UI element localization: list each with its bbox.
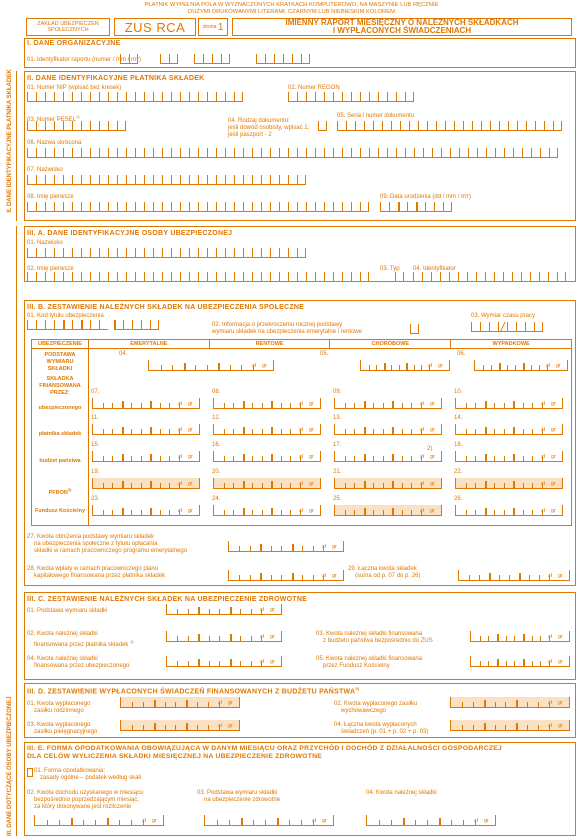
- insured-first-name-cells-2[interactable]: [27, 272, 369, 282]
- benefit-childcare-label: 02. Kwota wypłaconego zasiłku: [334, 701, 418, 707]
- field-17-sup: 2): [427, 446, 433, 452]
- cents-label: gr: [551, 481, 556, 487]
- cents-label: gr: [551, 508, 556, 514]
- cents-label: gr: [228, 700, 233, 706]
- currency-label: zł: [546, 363, 550, 369]
- field-11-amount[interactable]: [92, 424, 200, 435]
- field-22-num: 22.: [454, 469, 463, 475]
- field-23-amount[interactable]: [92, 505, 200, 516]
- field-22-amount[interactable]: [455, 478, 563, 489]
- insurance-code-cells[interactable]: [27, 320, 159, 330]
- health-church-amount[interactable]: [470, 656, 570, 667]
- cents-label: gr: [270, 659, 275, 665]
- cents-label: gr: [309, 508, 314, 514]
- currency-label: zł: [260, 607, 264, 613]
- row-insured-label: ubezpieczonego: [38, 405, 82, 411]
- field-12-num: 12.: [212, 415, 221, 421]
- field-21-amount[interactable]: [334, 478, 442, 489]
- currency-label: zł: [420, 427, 424, 433]
- currency-label: zł: [548, 659, 552, 665]
- cents-label: gr: [309, 454, 314, 460]
- benefit-nursing-amount[interactable]: [120, 720, 240, 731]
- tax-due-label: 04. Kwota należnej składki: [366, 790, 437, 796]
- form-title: IMIENNY RAPORT MIESIĘCZNY O NALEŻNYCH SKŁADKACH I WYPŁACONYCH ŚWIADCZENIACH: [232, 18, 572, 36]
- field-07-amount[interactable]: [92, 398, 200, 409]
- currency-label: zł: [299, 427, 303, 433]
- field-07-num: 07.: [91, 389, 100, 395]
- working-time-label: 03. Wymiar czasu pracy: [471, 313, 535, 319]
- currency-label: zł: [252, 363, 256, 369]
- health-state-amount[interactable]: [470, 631, 570, 642]
- health-state-label: 03. Kwota należnej składki finansowana: [316, 631, 423, 637]
- currency-label: zł: [178, 401, 182, 407]
- field-08-num: 08.: [212, 389, 221, 395]
- doc-number-cells[interactable]: [337, 121, 562, 131]
- cents-label: gr: [188, 401, 193, 407]
- insured-identifier-cells[interactable]: [413, 272, 566, 282]
- page-number-box: strona 1: [198, 18, 228, 36]
- cents-label: gr: [309, 481, 314, 487]
- row-state-label: budżet państwa: [39, 458, 81, 464]
- row-church-label: Fundusz Kościelny: [34, 508, 86, 514]
- field-pesel-label: 03. Numer PESEL$^{1)}$: [27, 114, 80, 123]
- nip-cells[interactable]: [27, 92, 243, 102]
- field-28-label: 28. Kwota wpłaty w ramach pracowniczego planu: [27, 566, 159, 572]
- field-11-num: 11.: [91, 415, 99, 421]
- cents-label: gr: [438, 363, 443, 369]
- field-15-num: 15.: [91, 442, 100, 448]
- section-2-side-label: II. DANE IDENTYFIKACYJNE PŁATNIKA SKŁADEK: [7, 69, 13, 213]
- cents-label: gr: [152, 818, 157, 824]
- field-10-num: 10.: [454, 389, 463, 395]
- cents-label: gr: [430, 427, 435, 433]
- field-report-id-label: 01. Identyfikator raportu (numer / mm / rrrr): [27, 57, 142, 63]
- field-birth-date-label: 09. Data urodzenia (dd / mm / rrrr): [380, 194, 472, 200]
- field-05-num: 05.: [320, 351, 329, 357]
- currency-label: zł: [178, 454, 182, 460]
- currency-label: zł: [420, 508, 424, 514]
- cents-label: gr: [551, 427, 556, 433]
- cents-label: gr: [270, 634, 275, 640]
- currency-label: zł: [299, 401, 303, 407]
- insured-surname-cells[interactable]: [27, 248, 306, 258]
- field-08-amount[interactable]: [213, 398, 321, 409]
- field-29-label: 29. Łączna kwota składek: [348, 566, 417, 572]
- currency-label: zł: [541, 481, 545, 487]
- cents-label: gr: [188, 481, 193, 487]
- cents-label: gr: [551, 401, 556, 407]
- field-13-num: 13.: [333, 415, 342, 421]
- benefit-childcare-amount[interactable]: [450, 697, 570, 708]
- threshold-info-label: 02. Informacja o przekroczeniu rocznej podstawy: [212, 322, 343, 328]
- col-disability: RENTOWE: [209, 340, 330, 349]
- field-16-amount[interactable]: [213, 451, 321, 462]
- cents-label: gr: [558, 723, 563, 729]
- health-church-label: 05. Kwota należnej składki finansowana: [316, 656, 423, 662]
- field-regon-label: 02. Numer REGON: [288, 85, 340, 91]
- field-09-amount[interactable]: [334, 398, 442, 409]
- cents-label: gr: [430, 508, 435, 514]
- field-25-amount[interactable]: [334, 505, 442, 516]
- cents-label: gr: [188, 427, 193, 433]
- row-base-label: PODSTAWA WYMIARU SKŁADKI: [44, 352, 76, 372]
- cents-label: gr: [558, 700, 563, 706]
- report-year-cells[interactable]: [194, 54, 230, 64]
- currency-label: zł: [420, 401, 424, 407]
- insurance-code-label: 01. Kod tytułu ubezpieczenia: [27, 313, 104, 319]
- tax-form-checkbox[interactable]: [27, 768, 33, 777]
- tax-due-amount[interactable]: [366, 815, 496, 826]
- field-27-amount[interactable]: [228, 541, 344, 552]
- currency-label: zł: [541, 401, 545, 407]
- cents-label: gr: [558, 659, 563, 665]
- field-06-amount[interactable]: [474, 360, 568, 371]
- currency-label: zł: [548, 723, 552, 729]
- field-23-num: 23.: [91, 496, 100, 502]
- field-nip-label: 01. Numer NIP (wpisać bez kresek): [27, 85, 122, 91]
- currency-label: zł: [548, 573, 552, 579]
- field-14-num: 14.: [454, 415, 463, 421]
- currency-label: zł: [322, 573, 326, 579]
- insured-first-name-label: 02. Imię pierwsze: [27, 266, 74, 272]
- cents-label: gr: [551, 454, 556, 460]
- field-04-amount[interactable]: [148, 360, 274, 371]
- cents-label: gr: [558, 634, 563, 640]
- insured-identifier-label: 04. Identyfikator: [413, 266, 456, 272]
- cents-label: gr: [484, 818, 489, 824]
- currency-label: zł: [178, 481, 182, 487]
- insured-type-cell[interactable]: [395, 272, 404, 282]
- tax-base-amount[interactable]: [204, 815, 334, 826]
- field-27-label: 27. Kwota obniżenia podstawy wymiaru składek: [27, 534, 155, 540]
- currency-label: zł: [260, 659, 264, 665]
- field-surname-label: 07. Nazwisko: [27, 167, 63, 173]
- currency-label: zł: [218, 700, 222, 706]
- field-09-num: 09.: [333, 389, 342, 395]
- pesel-cells[interactable]: [27, 121, 126, 131]
- field-first-name-label: 08. Imię pierwsze: [27, 194, 74, 200]
- section-3-side-label: III. DANE DOTYCZĄCE OSOBY UBEZPIECZONEJ: [7, 696, 13, 836]
- cents-label: gr: [188, 454, 193, 460]
- currency-label: zł: [312, 818, 316, 824]
- cents-label: gr: [332, 544, 337, 550]
- cents-label: gr: [430, 401, 435, 407]
- row-payer-label: płatnika składek: [38, 431, 82, 437]
- cents-label: gr: [556, 363, 561, 369]
- field-20-num: 20.: [212, 469, 221, 475]
- currency-label: zł: [322, 544, 326, 550]
- cents-label: gr: [309, 427, 314, 433]
- currency-label: zł: [299, 481, 303, 487]
- cents-label: gr: [558, 573, 563, 579]
- field-17-num: 17.: [333, 442, 342, 448]
- col-insurance: UBEZPIECZENIE: [32, 340, 89, 349]
- currency-label: zł: [541, 427, 545, 433]
- field-10-amount[interactable]: [455, 398, 563, 409]
- col-accident: WYPADKOWE: [451, 340, 572, 349]
- benefit-family-label: 01. Kwota wypłaconego: [27, 701, 91, 707]
- cents-label: gr: [188, 508, 193, 514]
- health-payer-label: 02. Kwota należnej składki: [27, 631, 98, 637]
- currency-label: zł: [260, 634, 264, 640]
- section-1-title: I. DANE ORGANIZACYJNE: [27, 40, 121, 47]
- row-pfron-label: PFRON$^{3)}$: [48, 487, 72, 496]
- payer-surname-cells[interactable]: [27, 175, 306, 185]
- cents-label: gr: [430, 481, 435, 487]
- health-base-amount[interactable]: [166, 604, 282, 615]
- field-18-num: 18.: [454, 442, 463, 448]
- threshold-info-cell[interactable]: [410, 324, 419, 334]
- section-3c-title: III. C. ZESTAWIENIE NALEŻNYCH SKŁADEK NA UBEZPIECZENIE ZDROWOTNE: [27, 596, 308, 603]
- field-13-amount[interactable]: [334, 424, 442, 435]
- insured-surname-label: 01. Nazwisko: [27, 240, 63, 246]
- field-25-num: 25.: [333, 496, 342, 502]
- field-28-amount[interactable]: [228, 570, 344, 581]
- cents-label: gr: [270, 607, 275, 613]
- cents-label: gr: [332, 573, 337, 579]
- currency-label: zł: [142, 818, 146, 824]
- cents-label: gr: [228, 723, 233, 729]
- currency-label: zł: [541, 508, 545, 514]
- field-29-amount[interactable]: [458, 570, 570, 581]
- field-short-name-label: 06. Nazwa skrócona: [27, 140, 82, 146]
- field-26-amount[interactable]: [455, 505, 563, 516]
- report-id-cells[interactable]: [120, 54, 138, 64]
- doc-type-cell[interactable]: [318, 121, 327, 131]
- currency-label: zł: [541, 454, 545, 460]
- section-3e-title-1: III. E. FORMA OPODATKOWANIA OBOWIĄZUJĄCA W DANYM MIESIĄCU ORAZ PRZYCHÓD I DOCHÓD Z DZIAŁALNOŚCI GOSPODARCZEJ: [27, 745, 503, 752]
- tax-form-label: 01. Forma opodatkowania:: [34, 768, 106, 774]
- field-24-num: 24.: [212, 496, 221, 502]
- currency-label: zł: [474, 818, 478, 824]
- field-14-amount[interactable]: [455, 424, 563, 435]
- regon-cells[interactable]: [288, 92, 414, 102]
- form-code: ZUS RCA: [114, 18, 196, 36]
- report-month-cells[interactable]: [160, 54, 178, 64]
- currency-label: zł: [178, 508, 182, 514]
- health-insured-amount[interactable]: [166, 656, 282, 667]
- field-16-num: 16.: [212, 442, 221, 448]
- zus-stamp-box: ZAKŁAD UBEZPIECZEŃ SPOŁECZNYCH: [26, 18, 110, 36]
- currency-label: zł: [420, 481, 424, 487]
- currency-label: zł: [299, 454, 303, 460]
- benefit-total-label: 04. Łączna kwota wypłaconych: [334, 722, 417, 728]
- col-sickness: CHOROBOWE: [330, 340, 451, 349]
- field-06-num: 06.: [457, 351, 466, 357]
- section-3d-title: III. D. ZESTAWIENIE WYPŁACONYCH ŚWIADCZEŃ FINANSOWANYCH Z BUDŻETU PAŃSTWA$^{5)}$: [27, 686, 360, 696]
- section-3b-title: III. B. ZESTAWIENIE NALEŻNYCH SKŁADEK NA UBEZPIECZENIA SPOŁECZNE: [27, 304, 305, 311]
- cents-label: gr: [430, 454, 435, 460]
- field-15-amount[interactable]: [92, 451, 200, 462]
- field-12-amount[interactable]: [213, 424, 321, 435]
- health-base-label: 01. Podstawa wymiaru składki: [27, 608, 108, 614]
- report-extra-cells[interactable]: [256, 54, 310, 64]
- field-26-num: 26.: [454, 496, 463, 502]
- field-doc-number-label: 05. Seria i numer dokumentu: [337, 113, 415, 119]
- working-time-cells[interactable]: [471, 322, 543, 332]
- currency-label: zł: [420, 454, 424, 460]
- instruction-line-2: DUŻYMI DRUKOWANYMI LITERAMI, CZARNYM LUB NIEBIESKIM KOLOREM: [188, 9, 395, 15]
- currency-label: zł: [548, 634, 552, 640]
- section-3e-title-2: DLA CELÓW WYLICZENIA SKŁADKI MIESIĘCZNEJ NA UBEZPIECZENIE ZDROWOTNE: [27, 753, 323, 760]
- field-doc-type-label: 04. Rodzaj dokumentu:: [228, 118, 290, 124]
- benefit-total-amount[interactable]: [450, 720, 570, 731]
- col-pension: EMERYTALNE: [88, 340, 209, 349]
- tax-base-label: 03. Podstawa wymiaru składki: [197, 790, 278, 796]
- field-24-amount[interactable]: [213, 505, 321, 516]
- cents-label: gr: [322, 818, 327, 824]
- field-18-amount[interactable]: [455, 451, 563, 462]
- health-payer-amount[interactable]: [166, 631, 282, 642]
- section-2-title: II. DANE IDENTYFIKACYJNE PŁATNIKA SKŁADEK: [27, 75, 205, 82]
- section-3a-title: III. A. DANE IDENTYFIKACYJNE OSOBY UBEZPIECZONEJ: [27, 230, 233, 237]
- field-19-amount[interactable]: [92, 478, 200, 489]
- cents-label: gr: [262, 363, 267, 369]
- cents-label: gr: [309, 401, 314, 407]
- currency-label: zł: [299, 508, 303, 514]
- payer-first-name-cells[interactable]: [27, 202, 369, 212]
- field-05-amount[interactable]: [360, 360, 450, 371]
- currency-label: zł: [428, 363, 432, 369]
- benefit-nursing-label: 03. Kwota wypłaconego: [27, 722, 91, 728]
- instruction-line-1: PŁATNIK WYPEŁNIA POLA W WYZNACZONYCH KRATKACH KOMPUTEROWO, NA MASZYNIE LUB RĘCZNIE: [144, 2, 439, 8]
- field-04-num: 04.: [119, 351, 128, 357]
- field-21-num: 21.: [333, 469, 342, 475]
- income-amount[interactable]: [34, 815, 164, 826]
- insured-type-label: 03. Typ: [380, 266, 400, 272]
- currency-label: zł: [178, 427, 182, 433]
- payer-birth-date-cells[interactable]: [380, 202, 452, 212]
- health-insured-label: 04. Kwota należnej składki: [27, 656, 98, 662]
- field-20-amount[interactable]: [213, 478, 321, 489]
- currency-label: zł: [218, 723, 222, 729]
- field-17-amount[interactable]: [334, 451, 442, 462]
- benefit-family-amount[interactable]: [120, 697, 240, 708]
- short-name-cells[interactable]: [27, 148, 558, 158]
- field-19-num: 19.: [91, 469, 100, 475]
- currency-label: zł: [548, 700, 552, 706]
- income-label: 02. Kwota dochodu uzyskanego w miesiącu: [27, 790, 144, 796]
- row-financed-label: SKŁADKA FINANSOWANA PRZEZ:: [39, 376, 81, 396]
